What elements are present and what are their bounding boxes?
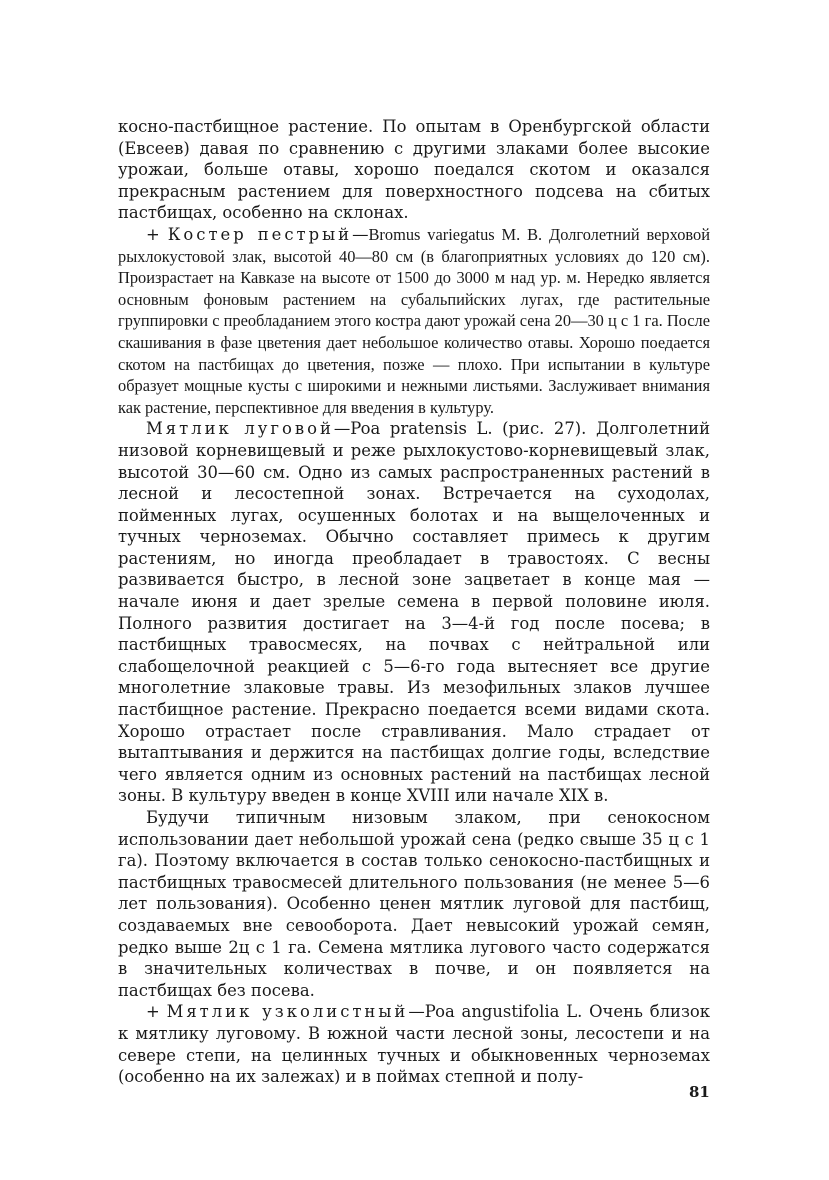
species-term-kostyor: Костер пестрый	[167, 224, 353, 244]
paragraph-myatlik-lugovoy-text: Poa pratensis L. (рис. 27). Долголетний низовой корневищевый и реже рыхлокустово-корневищевый злак, высотой 30—60 см. Одно из самых распространенных растений в лесной и лесостепной зонах. Встречается на суходолах, пойменных лугах, осушенных болотах и на выщелоченных и тучных черноземах. Обычно составляет примесь к другим растениям, но иногда преобладает в травостоях. С весны развивается быстро, в лесной зоне зацветает в конце мая — начале июня и дает зрелые семена в первой половине июля. Полного развития достигает на 3—4-й год после посева; в пастбищных травосмесях, на почвах с нейтральной или слабощелочной реакцией с 5—6-го года вытесняет все другие многолетние злаковые травы. Из мезофильных злаков лучшее пастбищное растение. Прекрасно поедается всеми видами скота. Хорошо отрастает после стравливания. Мало страдает от вытаптывания и держится на пастбищах долгие годы, вследствие чего является одним из основных растений на пастбищах лесной зоны. В культуру введен в конце XVIII или начале XIX в.	[118, 419, 710, 806]
paragraph-myatlik-uzkolistny	[118, 1001, 710, 1087]
em-dash: —	[333, 419, 351, 439]
paragraph-4	[118, 807, 710, 1001]
paragraph-myatlik-uzkolistny-text: Poa angustifolia L. Очень близок к мятлику луговому. В южной части лесной зоны, лесостепи и на севере степи, на целинных тучных и обыкновенных черноземах (особенно на их залежах) и в поймах степной и полу-	[118, 1002, 711, 1087]
paragraph-1-text: косно-пастбищное растение. По опытам в Оренбургской области (Евсеев) давая по сравнению с другими злаками более высокие урожаи, больше отавы, хорошо поедался скотом и оказался прекрасным растением для поверхностного подсева на сбитых пастбищах, особенно на склонах.	[118, 117, 710, 223]
plus-marker: +	[146, 224, 160, 244]
paragraph-1	[118, 116, 710, 224]
page-number: 81	[689, 1083, 710, 1101]
em-dash: —	[352, 224, 369, 244]
species-term-myatlik-uzkolistny: Мятлик узколистный	[166, 1002, 409, 1022]
paragraph-kostyor-text: Bromus variegatus M. B. Долголетний верховой рыхлокустовой злак, высотой 40—80 см (в благоприятных условиях до 120 см). Произрастает на Кавказе на высоте от 1500 до 3000 м над ур. м. Нередко является основным фоновым растением на субальпийских лугах, где растительные группировки с преобладанием этого костра дают урожай сена 20—30 ц с 1 га. После скашивания в фазе цветения дает небольшое количество отавы. Хорошо поедается скотом на пастбищах до цветения, позже — плохо. При испытании в культуре образует мощные кусты с широкими и нежными листьями. Заслуживает внимания как растение, перспективное для введения в культуру.	[118, 224, 710, 417]
paragraph-myatlik-lugovoy	[118, 418, 710, 807]
species-term-myatlik-lugovoy: Мятлик луговой	[146, 419, 334, 439]
paragraph-4-text: Будучи типичным низовым злаком, при сенокосном использовании дает небольшой урожай сена (редко свыше 35 ц с 1 га). Поэтому включается в состав только сенокосно-пастбищных и пастбищных травосмесей длительного пользования (не менее 5—6 лет пользования). Особенно ценен мятлик луговой для пастбищ, создаваемых вне севооборота. Дает невысокий урожай семян, редко выше 2ц с 1 га. Семена мятлика лугового часто содержатся в значительных количествах в почве, и он появляется на пастбищах без посева.	[118, 808, 710, 1000]
paragraph-kostyor	[118, 224, 710, 418]
em-dash: —	[408, 1002, 425, 1022]
page-body	[118, 116, 710, 1088]
plus-marker: +	[146, 1002, 160, 1022]
